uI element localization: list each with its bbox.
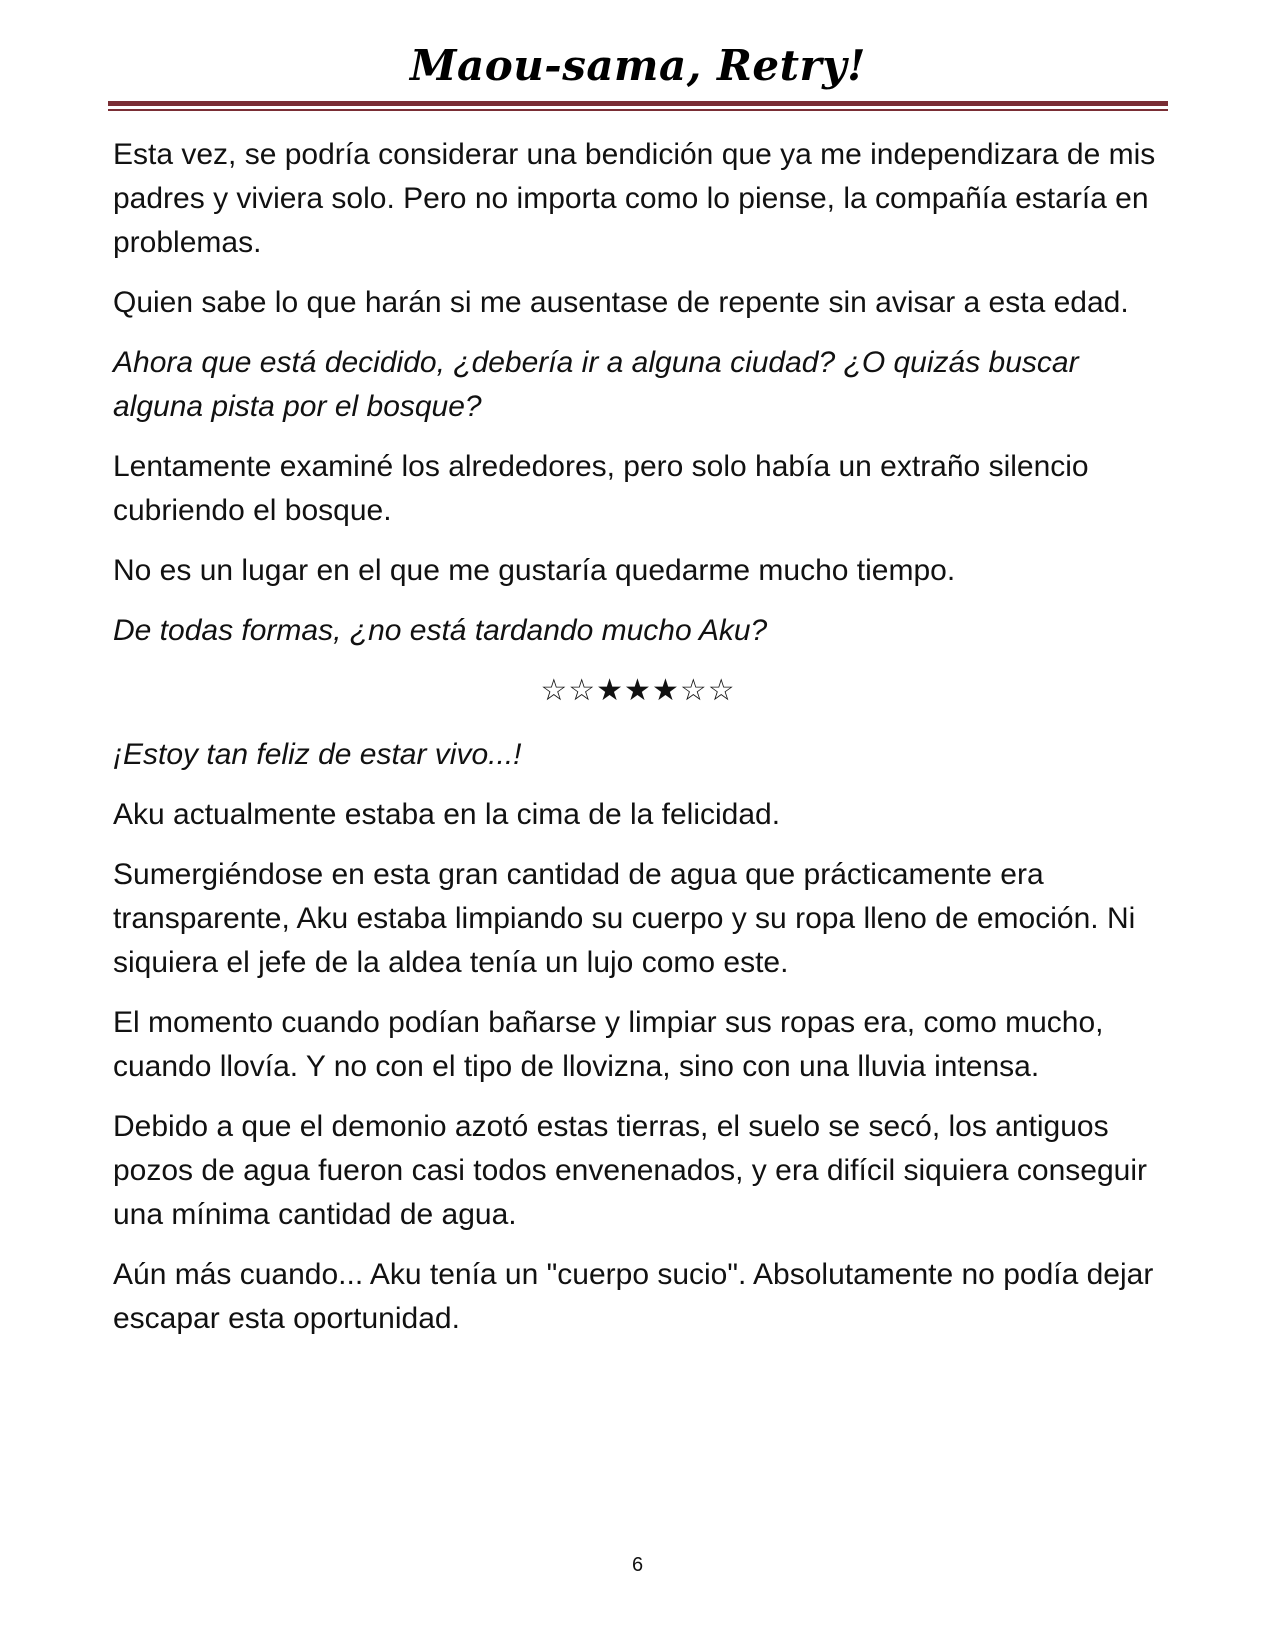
paragraph-thought: ¡Estoy tan feliz de estar vivo...! xyxy=(113,738,522,771)
paragraph: Quien sabe lo que harán si me ausentase de repente sin avisar a esta edad. xyxy=(113,286,1129,319)
scene-separator: ☆☆★★★☆☆ xyxy=(540,673,736,708)
paragraph: Sumergiéndose en esta gran cantidad de agua que prácticamente era transparente, Aku estaba limpiando su cuerpo y su ropa lleno de emoción. Ni siquiera el jefe de la aldea tenía un lujo como este. xyxy=(113,858,1136,979)
book-title: Maou-sama, Retry! xyxy=(410,41,866,90)
paragraph: Debido a que el demonio azotó estas tierras, el suelo se secó, los antiguos pozos de agua fueron casi todos envenenados, y era difícil siquiera conseguir una mínima cantidad de agua. xyxy=(113,1110,1147,1231)
paragraph: Aún más cuando... Aku tenía un "cuerpo sucio". Absolutamente no podía dejar escapar esta oportunidad. xyxy=(113,1258,1154,1335)
paragraph-thought: De todas formas, ¿no está tardando mucho Aku? xyxy=(113,614,768,647)
header-rule-thin xyxy=(108,109,1168,111)
paragraph: No es un lugar en el que me gustaría quedarme mucho tiempo. xyxy=(113,554,956,587)
page-header xyxy=(108,38,1168,94)
paragraph: Esta vez, se podría considerar una bendición que ya me independizara de mis padres y viviera solo. Pero no importa como lo piense, la compañía estaría en problemas. xyxy=(113,138,1156,259)
paragraph: Lentamente examiné los alrededores, pero solo había un extraño silencio cubriendo el bosque. xyxy=(113,450,1089,527)
page-body xyxy=(113,133,1163,1357)
header-rule-thick xyxy=(108,101,1168,106)
paragraph-thought: Ahora que está decidido, ¿debería ir a alguna ciudad? ¿O quizás buscar alguna pista por el bosque? xyxy=(113,346,1079,423)
paragraph: El momento cuando podían bañarse y limpiar sus ropas era, como mucho, cuando llovía. Y no con el tipo de llovizna, sino con una lluvia intensa. xyxy=(113,1006,1104,1083)
page-number: 6 xyxy=(631,1554,644,1576)
paragraph: Aku actualmente estaba en la cima de la felicidad. xyxy=(113,798,781,831)
